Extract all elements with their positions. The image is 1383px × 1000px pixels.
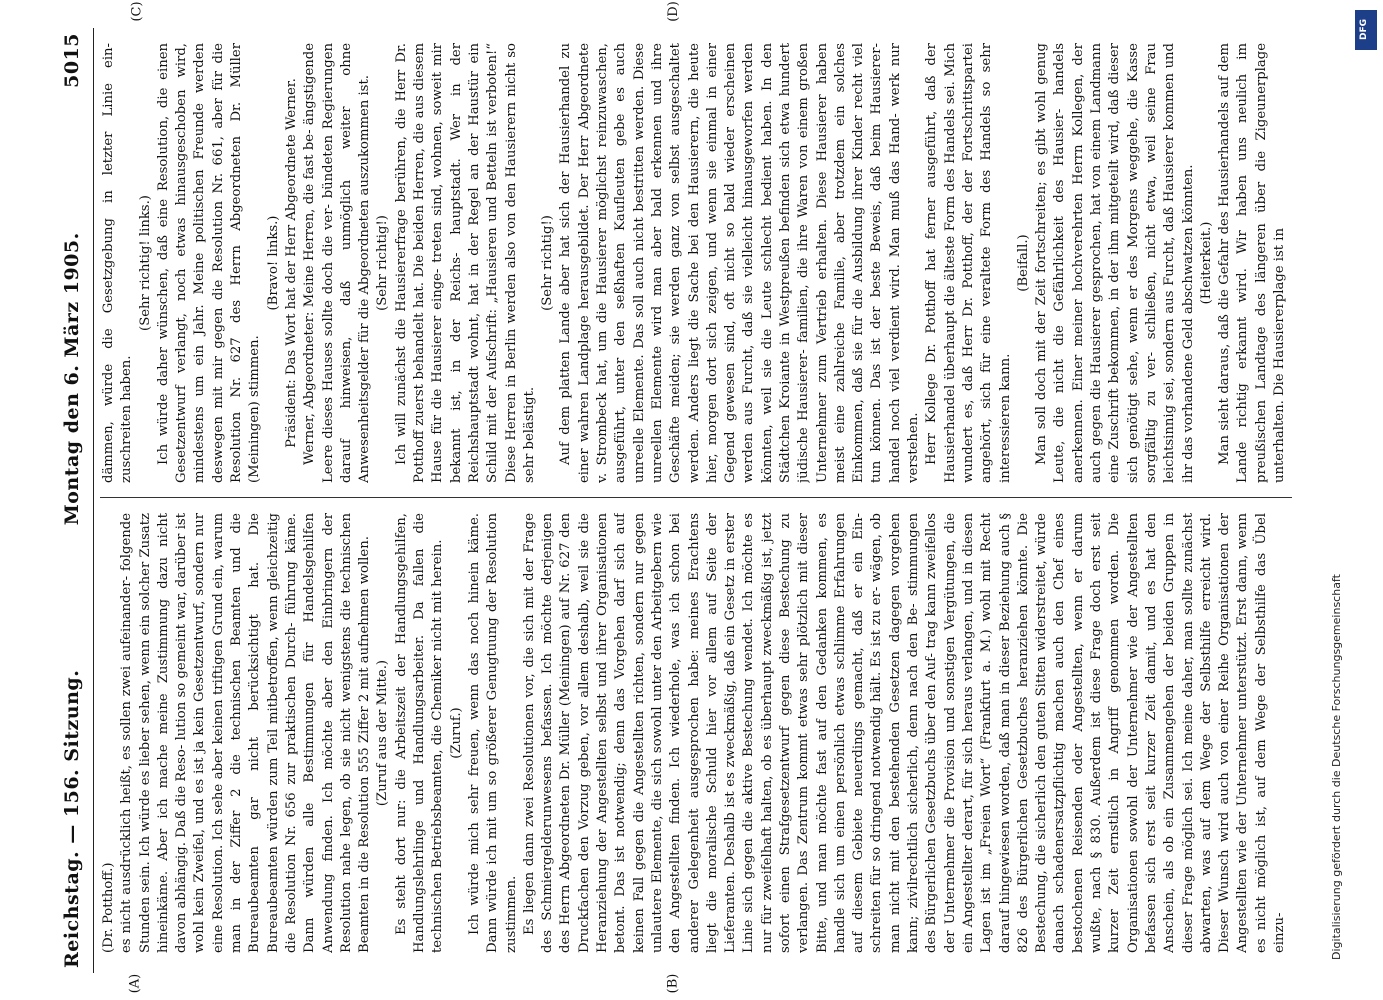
left-paragraph: es nicht ausdrücklich heißt, es sollen zwei aufeinander- folgende Stunden sein. Ich würde es lieber sehen, wenn ein solcher Zusatz hineinkäme. Aber ich mache meine Zustimmung dazu nicht davon abhängig. Daß die Reso- lution so gemeint war, darüber ist wohl kein Zweifel, und es ist ja kein Gesetzentwurf, sondern nur eine Resolution. Ich sehe aber keinen triftigen Grund ein, warum man in der Ziffer 2 die technischen Beamten und die Bureaubeamten gar nicht berücksichtigt hat. Die Bureaubeamten würden zum Teil mitbetroffen, wenn gleichzeitig die Resolution Nr. 656 zur praktischen Durch- führung käme. Dann würden alle Bestimmungen für Handelsgehilfen Anwendung finden. Ich möchte aber den Einbringern der Resolution nahe legen, ob sie nicht wenigstens die technischen Beamten in die Resolution 555 Ziffer 2 mit aufnehmen wollen. [119,513,373,953]
page-number: 5015 [61,33,83,88]
interjection: (Heiterkeit.) [1198,221,1214,305]
right-paragraph: Man sieht daraus, daß die Gefahr des Hausierhandels auf dem Lande richtig erkannt wird. Wir haben uns neulich im preußischen Landtage des längeren über die Zigeunerplage unterhalten. Die Hausiererplage ist in [1217,43,1287,483]
left-paragraph: Es steht dort nur: die Arbeitszeit der Handlungsgehilfen, Handlungslehrlinge und Handlungsarbeiter. Da fallen die technischen Betriebsbeamten, die Chemiker nicht mit herein. [393,513,446,953]
interjection: (Beifall.) [1015,234,1031,292]
margin-mark-a: (A) [127,973,143,994]
interjection: (Sehr richtig! links.) [137,195,153,331]
interjection: (Zuruf.) [448,707,464,759]
right-paragraph: Man soll doch mit der Zeit fortschreiten; es gibt wohl genug Leute, die nicht die Gefährlichkeit des Hausier- handels anerkennen. Einer meiner hochverehrten Herrn Kollegen, der auch gegen die Hausierer gesprochen, hat von einem Landmann eine Zuschrift bekommen, in der ihm mitgeteilt wird, daß dieser sich genötigt sehe, wenn er des Morgens weggehe, die Kasse sorgfältig zu ver- schließen, nicht etwa, weil seine Frau leichtsinnig sei, sondern aus Furcht, daß Hausierer kommen und ihr das vorhandene Geld abschwatzen könnten. [1034,43,1196,483]
right-paragraph: dämmen, würde die Gesetzgebung in letzter Linie ein- zuschreiten haben. [101,43,135,483]
left-paragraph: Es liegen dann zwei Resolutionen vor, die sich mit der Frage des Schmiergelderunwesens befassen. Ich möchte derjenigen des Herrn Abgeordneten Dr. Müller (Meiningen) auf Nr. 627 den Druckfachen den Vorzug geben, vor allem deshalb, weil sie die Heranziehung der Angestellten selbst und ihrer Organisationen betont. Das ist notwendig; denn das Vorgehen darf sich auf keinen Fall gegen die Angestellten richten, sondern nur gegen unlautere Elemente, die sich sowohl unter den Arbeitgebern wie den Angestellten finden. Ich wiederhole, was ich schon bei anderer Gelegenheit ausgesprochen habe: meines Erachtens liegt die moralische Schuld hier vor allem auf Seite der Lieferanten. Deshalb ist es zweckmäßig, daß ein Gesetz in erster Linie sich gegen die aktive Bestechung wendet. Ich möchte es nur für zweifelhaft halten, ob es überhaupt zweckmäßig ist, jetzt sofort einen Strafgesetzentwurf gegen diese Bestechung zu verlangen. Das Zentrum kommt etwas sehr plötzlich mit dieser Bitte, und man möchte fast auf den Gedanken kommen, es handle sich um einen persönlich etwas schlimme Erfahrungen auf diesem Gebiete neuerdings gemacht, daß er ein Ein- schreiten für so dringend notwendig hält. Es ist zu er- wägen, ob man nicht mit den bestehenden Gesetzen dagegen vorgehen kann; zivilrechtlich sicherlich, denn nach den Be- stimmungen des Bürgerlichen Gesetzbuchs über den Auf- trag kann zweifellos der Unternehmer die Provision und sonstigen Vergütungen, die ein Angestellter derart, für sich heraus verlangen, und in diesen Lagen ist im „Freien Wort“ (Frankfurt a. M.) wohl mit Recht darauf hingewiesen worden, daß man in dieser Beziehung auch § 826 des Bürgerlichen Gesetzbuches heranziehen könnte. Die Bestechung, die sicherlich den guten Sitten widerstreitet, würde danach schadenersatzpflichtig machen auch den Chef eines bestochenen Reisenden oder Angestellten, wenn er darum wußte, nach § 830. Außerdem ist diese Frage doch erst seit kurzer Zeit ernstlich in Angriff genommen worden. Die Organisationen sowohl der Unternehmer wie der Angestellten befassen sich erst seit kurzer Zeit damit, und es hat den Anschein, als ob ein Zusammengehen der beiden Gruppen in dieser Frage möglich sei. Ich meine daher, man sollte zunächst abwarten, was auf dem Wege der Selbsthilfe erreicht wird. Dieser Wunsch wird auch von einer Reihe Organisationen der Angestellten wie der Unternehmer unterstützt. Erst dann, wenn es nicht möglich ist, auf dem Wege der Selbsthilfe das Übel einzu- [521,513,1287,953]
header-rule [93,28,94,973]
speaker-continued: (Dr. Potthoff.) [101,862,116,953]
right-paragraph: Werner, Abgeordneter: Meine Herren, die fast be- ängstigende Leere dieses Hauses sollte doch die ver- bündeten Regierungen darauf hinweisen, daß unmöglich weiter ohne Anwesenheitsgelder für die Abgeordneten auszukommen ist. [302,43,373,483]
header-left: Reichstag. — 156. Sitzung. [61,669,83,968]
president-line: Präsident: Das Wort hat der Herr Abgeordnete Werner. [283,78,299,448]
margin-mark-d: (D) [665,1,681,22]
interjection: (Zuruf aus der Mitte.) [375,659,391,807]
interjection: (Sehr richtig!) [375,215,391,311]
right-paragraph: Ich würde daher wünschen, daß eine Resolution, die einen Gesetzentwurf verlangt, noch etwas hinausgeschoben wird, mindestens um ein Jahr. Meine politischen Freunde werden deswegen mit mir gegen die Resolution Nr. 661, aber für die Resolution Nr. 627 des Herrn Abgeordneten Dr. Müller (Meiningen) stimmen. [155,43,263,483]
dfg-logo-text: DFG [1359,18,1369,40]
left-column [100,513,1292,953]
digitization-text: Digitalisierung gefördert durch die Deutsche Forschungsgemeinschaft [1330,574,1343,960]
margin-mark-c: (C) [129,1,145,22]
interjection: (Sehr richtig!) [540,215,556,311]
right-column [100,43,1292,483]
column-divider [100,497,1292,498]
header-center: Montag den 6. März 1905. [61,232,83,526]
page-header [61,33,89,968]
right-paragraph: Auf dem platten Lande aber hat sich der Hausierhandel zu einer wahren Landplage herausgebildet. Der Herr Abgeordnete v. Strombeck hat, um die Hausierer möglichst reinzuwaschen, ausgeführt, unter den seßhaften Kaufleuten gebe es auch unreelle Elemente. Das soll auch nicht bestritten werden. Diese unreellen Elemente wird man aber bald erkennen und ihre Geschäfte meiden; sie werden ganz von selbst ausgeschaltet werden. Anders liegt die Sache bei den Hausierern, die heute hier, morgen dort sich zeigen, und wenn sie einmal in einer Gegend gewesen sind, oft nicht so bald wieder erscheinen werden aus Furcht, daß sie vielleicht hinausgeworfen werden könnten, weil sie die Leute schlecht bedient haben. In den Städtchen Kroiante in Westpreußen befinden sich etwa hundert jüdische Hausierer- familien, die ihre Waren von einem großen Unternehmer zum Vertrieb erhalten. Diese Hausierer haben meist eine zahlreiche Familie, aber trotzdem ein solches Einkommen, daß sie für die Ausbildung ihrer Kinder recht viel tun können. Das ist der beste Beweis, daß beim Hausierer- handel noch viel verdient wird. Man muß das Hand- werk nur verstehen. [558,43,922,483]
digitization-note [1312,40,1343,960]
interjection: (Bravo! links.) [265,215,281,311]
right-paragraph: Herr Kollege Dr. Potthoff hat ferner ausgeführt, daß der Hausierhandel überhaupt die älteste Form des Handels sei. Mich wundert es, daß Herr Dr. Potthoff, der der Fortschrittspartei angehört, sich für eine veraltete Form des Handels so sehr interessieren kann. [924,43,1013,483]
left-paragraph: Ich würde mich sehr freuen, wenn das noch hinein käme. Dann würde ich mit um so größerer Genugtuung der Resolution zustimmen. [466,513,519,953]
margin-mark-b: (B) [665,973,681,994]
dfg-logo [1355,10,1377,50]
document-page [55,1,1300,994]
right-paragraph: Ich will zunächst die Hausiererfrage berühren, die Herr Dr. Potthoff zuerst behandelt hat. Die beiden Herren, die aus diesem Hause für die Hausierer einge- treten sind, wohnen, soweit mir bekannt ist, in der Reichs- hauptstadt. Wer in der Reichshauptstadt wohnt, hat in der Regel an der Haustür ein Schild mit der Aufschrift: „Hausieren und Betteln ist verboten!“ Diese Herren in Berlin werden also von den Hausierern nicht so sehr belästigt. [393,43,537,483]
rotated-page-content [55,18,1300,983]
